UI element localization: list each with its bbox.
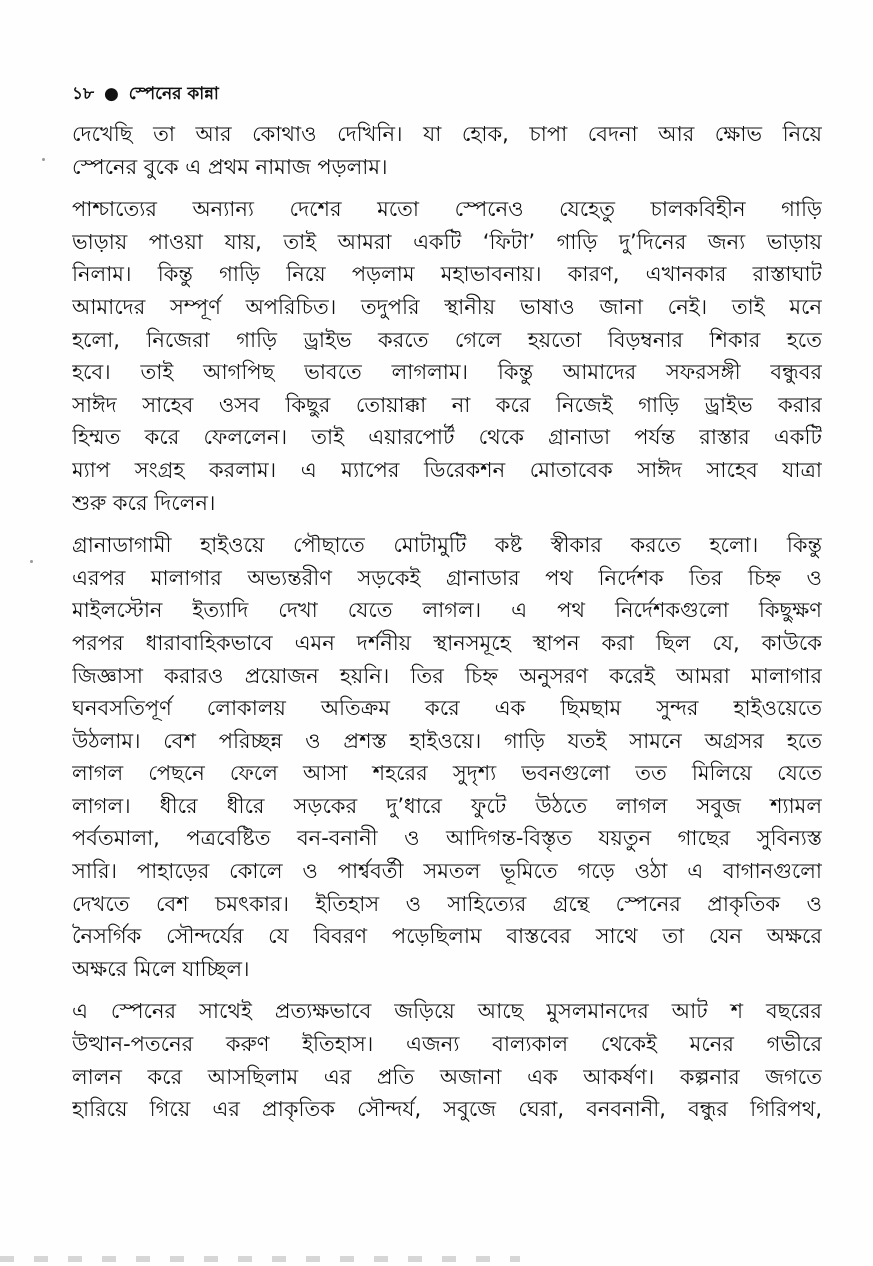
running-head bbox=[72, 82, 219, 106]
paper-speck bbox=[42, 158, 45, 161]
text-line: সাঈদ সাহেব ওসব কিছুর তোয়াক্কা না করে নিজেই গাড়ি ড্রাইভ করার bbox=[72, 392, 822, 417]
text-line: এ স্পেনের সাথেই প্রত্যক্ষভাবে জড়িয়ে আছে মুসলমানদের আট শ বছরের bbox=[72, 999, 822, 1024]
text-line: পাশ্চাত্যের অন্যান্য দেশের মতো স্পেনেও যেহেতু চালকবিহীন গাড়ি bbox=[72, 197, 822, 222]
book-title: স্পেনের কান্না bbox=[128, 84, 219, 104]
text-line: অক্ষরে মিলে যাচ্ছিল। bbox=[72, 956, 250, 981]
text-line: লাগল পেছনে ফেলে আসা শহরের সুদৃশ্য ভবনগুলো তত মিলিয়ে যেতে bbox=[72, 761, 822, 786]
text-line: হিম্মত করে ফেললেন। তাই এয়ারপোর্ট থেকে গ্রানাডা পর্যন্ত রাস্তার একটি bbox=[72, 425, 822, 450]
text-line: গ্রানাডাগামী হাইওয়ে পৌছাতে মোটামুটি কষ্ট স্বীকার করতে হলো। কিন্তু bbox=[72, 533, 822, 558]
body-text bbox=[72, 118, 822, 1136]
text-line: দেখতে বেশ চমৎকার। ইতিহাস ও সাহিত্যের গ্রন্থে স্পেনের প্রাকৃতিক ও bbox=[72, 891, 822, 916]
paragraph bbox=[72, 118, 822, 183]
text-line: পর্বতমালা, পত্রবেষ্টিত বন-বনানী ও আদিগন্ত-বিস্তৃত যয়তুন গাছের সুবিন্যস্ত bbox=[72, 826, 822, 851]
paragraph bbox=[72, 995, 822, 1125]
text-line: লাগল। ধীরে ধীরে সড়কের দু’ধারে ফুটে উঠতে লাগল সবুজ শ্যামল bbox=[72, 793, 822, 818]
text-line: আমাদের সম্পূর্ণ অপরিচিত। তদুপরি স্থানীয় ভাষাও জানা নেই। তাই মনে bbox=[72, 294, 822, 319]
text-line: এরপর মালাগার অভ্যন্তরীণ সড়কেই গ্রানাডার পথ নির্দেশক তির চিহ্ন ও bbox=[72, 565, 822, 590]
bullet-separator: ● bbox=[103, 84, 119, 104]
text-line: সারি। পাহাড়ের কোলে ও পার্শ্ববর্তী সমতল ভূমিতে গড়ে ওঠা এ বাগানগুলো bbox=[72, 859, 822, 884]
text-line: উঠলাম। বেশ পরিচ্ছন্ন ও প্রশস্ত হাইওয়ে। গাড়ি যতই সামনে অগ্রসর হতে bbox=[72, 728, 822, 753]
text-line: ঘনবসতিপূর্ণ লোকালয় অতিক্রম করে এক ছিমছাম সুন্দর হাইওয়েতে bbox=[72, 696, 822, 721]
text-line: ম্যাপ সংগ্রহ করলাম। এ ম্যাপের ডিরেকশন মোতাবেক সাঈদ সাহেব যাত্রা bbox=[72, 457, 822, 482]
text-line: নৈসর্গিক সৌন্দর্যের যে বিবরণ পড়েছিলাম বাস্তবের সাথে তা যেন অক্ষরে bbox=[72, 924, 822, 949]
text-line: পরপর ধারাবাহিকভাবে এমন দর্শনীয় স্থানসমূহে স্থাপন করা ছিল যে, কাউকে bbox=[72, 630, 822, 655]
text-line: হারিয়ে গিয়ে এর প্রাকৃতিক সৌন্দর্য, সবুজে ঘেরা, বনবনানী, বন্ধুর গিরিপথ, bbox=[72, 1097, 822, 1122]
page-number: ১৮ bbox=[72, 84, 95, 104]
text-line: দেখেছি তা আর কোথাও দেখিনি। যা হোক, চাপা বেদনা আর ক্ষোভ নিয়ে bbox=[72, 122, 822, 146]
text-line: ভাড়ায় পাওয়া যায়, তাই আমরা একটি ‘ফিটা’ গাড়ি দু’দিনের জন্য ভাড়ায় bbox=[72, 229, 822, 254]
page-edge-marks bbox=[0, 1256, 520, 1262]
text-line: স্পেনের বুকে এ প্রথম নামাজ পড়লাম। bbox=[72, 154, 388, 179]
text-line: মাইলস্টোন ইত্যাদি দেখা যেতে লাগল। এ পথ নির্দেশকগুলো কিছুক্ষণ bbox=[72, 598, 822, 623]
text-line: হলো, নিজেরা গাড়ি ড্রাইভ করতে গেলে হয়তো বিড়ম্বনার শিকার হতে bbox=[72, 327, 822, 352]
text-line: হবে। তাই আগপিছ ভাবতে লাগলাম। কিন্তু আমাদের সফরসঙ্গী বন্ধুবর bbox=[72, 360, 822, 385]
paragraph bbox=[72, 529, 822, 985]
text-line: জিজ্ঞাসা করারও প্রয়োজন হয়নি। তির চিহ্ন অনুসরণ করেই আমরা মালাগার bbox=[72, 663, 822, 688]
text-line: নিলাম। কিন্তু গাড়ি নিয়ে পড়লাম মহাভাবনায়। কারণ, এখানকার রাস্তাঘাট bbox=[72, 262, 822, 287]
paragraph bbox=[72, 193, 822, 519]
text-line: উত্থান-পতনের করুণ ইতিহাস। এজন্য বাল্যকাল থেকেই মনের গভীরে bbox=[72, 1032, 822, 1057]
text-line: লালন করে আসছিলাম এর প্রতি অজানা এক আকর্ষণ। কল্পনার জগতে bbox=[72, 1064, 822, 1089]
text-line: শুরু করে দিলেন। bbox=[72, 490, 216, 515]
paper-speck bbox=[30, 560, 33, 563]
